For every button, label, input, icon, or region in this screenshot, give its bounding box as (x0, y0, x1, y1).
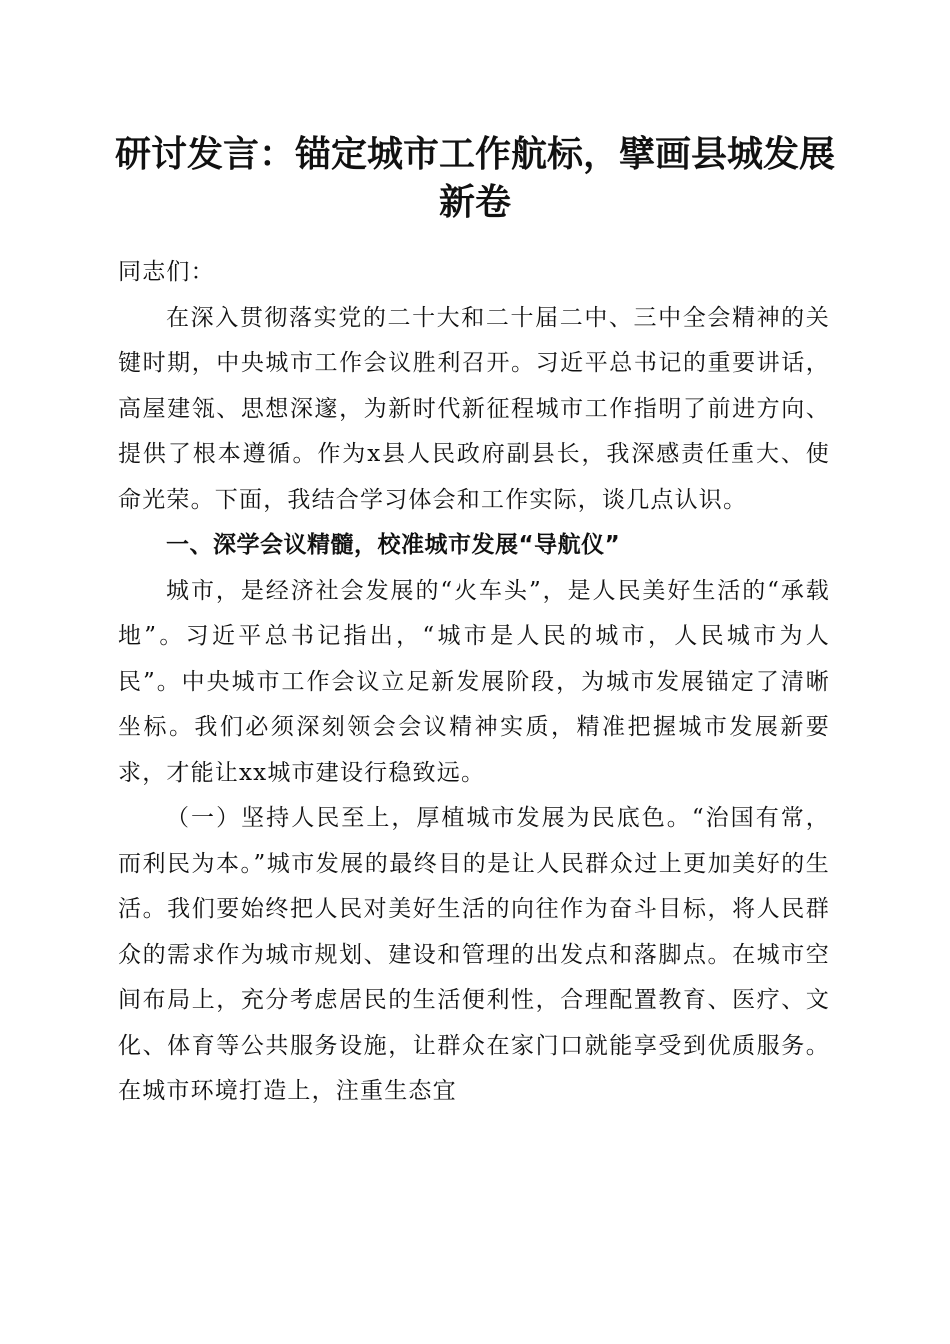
section-heading-1: 一、深学会议精髓，校准城市发展“导航仪” (166, 532, 621, 558)
document-title: 研讨发言：锚定城市工作航标，擘画县城发展新卷 (114, 133, 835, 223)
document-body (118, 250, 830, 1115)
section1-paragraph-1: 城市，是经济社会发展的“火车头”，是人民美好生活的“承载地”。习近平总书记指出，“城市是人民的城市，人民城市为人民”。中央城市工作会议立足新发展阶段，为城市发展锚定了清晰坐标。我们必须深刻领会会议精神实质，精准把握城市发展新要求，才能让xx城市建设行稳致远。 (118, 577, 830, 786)
section1-paragraph-2: （一）坚持人民至上，厚植城市发展为民底色。“治国有常，而利民为本。”城市发展的最终目的是让人民群众过上更加美好的生活。我们要始终把人民对美好生活的向往作为奋斗目标，将人民群众的需求作为城市规划、建设和管理的出发点和落脚点。在城市空间布局上，充分考虑居民的生活便利性，合理配置教育、医疗、文化、体育等公共服务设施，让群众在家门口就能享受到优质服务。在城市环境打造上，注重生态宜 (118, 805, 830, 1104)
intro-paragraph: 在深入贯彻落实党的二十大和二十届二中、三中全会精神的关键时期，中央城市工作会议胜利召开。习近平总书记的重要讲话，高屋建瓴、思想深邃，为新时代新征程城市工作指明了前进方向、提供了根本遵循。作为x县人民政府副县长，我深感责任重大、使命光荣。下面，我结合学习体会和工作实际，谈几点认识。 (118, 304, 830, 513)
salutation: 同志们： (118, 259, 215, 285)
